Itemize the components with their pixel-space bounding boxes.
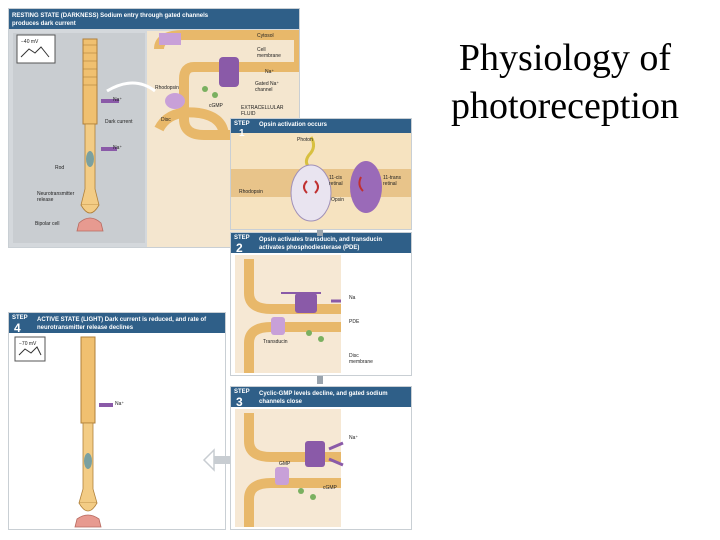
step4-illustration bbox=[9, 313, 226, 530]
step1-caption: Opsin activation occurs bbox=[259, 122, 328, 128]
inset-label-cgmp: cGMP bbox=[209, 103, 223, 109]
slide-title: Physiology of photoreception bbox=[451, 37, 679, 127]
resting-label-na-out: Na⁺ bbox=[113, 145, 123, 151]
step3-panel bbox=[230, 386, 412, 530]
membrane-potential-dark: −40 mV bbox=[21, 39, 39, 45]
resting-label-bipolar-cell: Bipolar cell bbox=[35, 221, 60, 227]
membrane-potential-light: −70 mV bbox=[19, 341, 37, 347]
step2-label-pde: PDE bbox=[349, 319, 360, 325]
step3-label-gmp: GMP bbox=[279, 461, 291, 467]
step3-label-cgmp: cGMP bbox=[323, 485, 337, 491]
inset-label-cytosol: Cytosol bbox=[257, 33, 274, 39]
step3-number: 3 bbox=[236, 395, 243, 409]
step4-number: 4 bbox=[14, 321, 21, 335]
step3-illustration bbox=[231, 387, 412, 530]
step1-label-rhodopsin: Rhodopsin bbox=[239, 189, 263, 195]
step4-caption: ACTIVE STATE (LIGHT) Dark current is reduced, and rate of neurotransmitter release declines bbox=[37, 317, 207, 331]
step3-step-label: STEP bbox=[234, 389, 250, 395]
step1-label-cis-retinal: 11-cis retinal bbox=[329, 175, 343, 187]
resting-label-neurotransmitter: Neurotransmitter release bbox=[37, 191, 75, 203]
inset-label-na: Na⁺ bbox=[265, 69, 275, 75]
step1-number: 1 bbox=[239, 128, 245, 139]
step2-label-na: Na bbox=[349, 295, 356, 301]
step4-label-na: Na⁺ bbox=[115, 401, 125, 407]
step1-step-label: STEP bbox=[234, 121, 250, 127]
inset-label-rhodopsin: Rhodopsin bbox=[155, 85, 179, 91]
inset-label-extracellular-fluid: EXTRACELLULAR FLUID bbox=[241, 105, 284, 117]
step4-step-label: STEP bbox=[12, 315, 28, 321]
inset-label-gated-channel: Gated Na⁺ channel bbox=[255, 81, 280, 93]
resting-label-na-in: Na⁺ bbox=[113, 97, 123, 103]
step2-panel bbox=[230, 232, 412, 376]
resting-label-rod: Rod bbox=[55, 165, 65, 171]
step2-number: 2 bbox=[236, 241, 243, 255]
step3-caption: Cyclic-GMP levels decline, and gated sodium channels close bbox=[259, 391, 388, 405]
step2-label-transducin: Transducin bbox=[263, 339, 288, 345]
step2-caption: Opsin activates transducin, and transducin activates phosphodiesterase (PDE) bbox=[259, 237, 383, 251]
step2-step-label: STEP bbox=[234, 235, 250, 241]
inset-label-disc: Disc bbox=[161, 117, 171, 123]
step1-label-photon: Photon bbox=[297, 137, 313, 143]
step2-illustration bbox=[231, 233, 412, 376]
step1-label-trans-retinal: 11-trans retinal bbox=[383, 175, 401, 187]
step2-label-disc-membrane: Disc membrane bbox=[349, 353, 373, 365]
resting-label-dark-current: Dark current bbox=[105, 119, 133, 125]
step4-active-state-panel bbox=[8, 312, 226, 530]
step3-label-na: Na⁺ bbox=[349, 435, 359, 441]
inset-label-cell-membrane: Cell membrane bbox=[257, 47, 281, 59]
resting-state-caption: RESTING STATE (DARKNESS) Sodium entry through gated channels produces dark current bbox=[12, 13, 209, 27]
step1-panel bbox=[230, 118, 412, 230]
step1-label-opsin: Opsin bbox=[331, 197, 345, 203]
